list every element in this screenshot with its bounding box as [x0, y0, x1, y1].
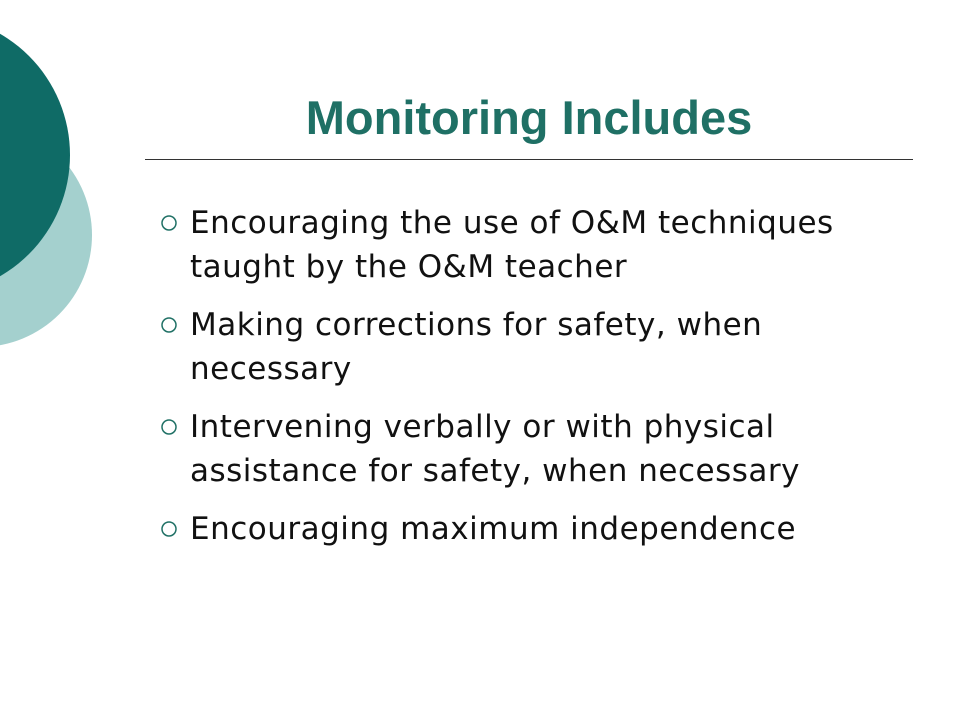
circle-outline-icon — [160, 520, 178, 538]
slide-title: Monitoring Includes — [305, 91, 753, 144]
decorative-circles — [0, 0, 120, 400]
circle-outline-icon — [160, 214, 178, 232]
bullet-item — [160, 303, 910, 391]
bullet-text: Making corrections for safety, when necessary — [190, 307, 763, 387]
circle-outline-icon — [160, 418, 178, 436]
bullet-text: Encouraging the use of O&M techniques taught by the O&M teacher — [190, 205, 834, 285]
bullet-item — [160, 507, 910, 551]
circle-outline-icon — [160, 316, 178, 334]
bullet-list — [160, 201, 910, 565]
title-divider — [145, 159, 913, 160]
bullet-text: Intervening verbally or with physical assistance for safety, when necessary — [190, 409, 800, 489]
bullet-text: Encouraging maximum independence — [190, 511, 797, 547]
bullet-item — [160, 405, 910, 493]
bullet-item — [160, 201, 910, 289]
